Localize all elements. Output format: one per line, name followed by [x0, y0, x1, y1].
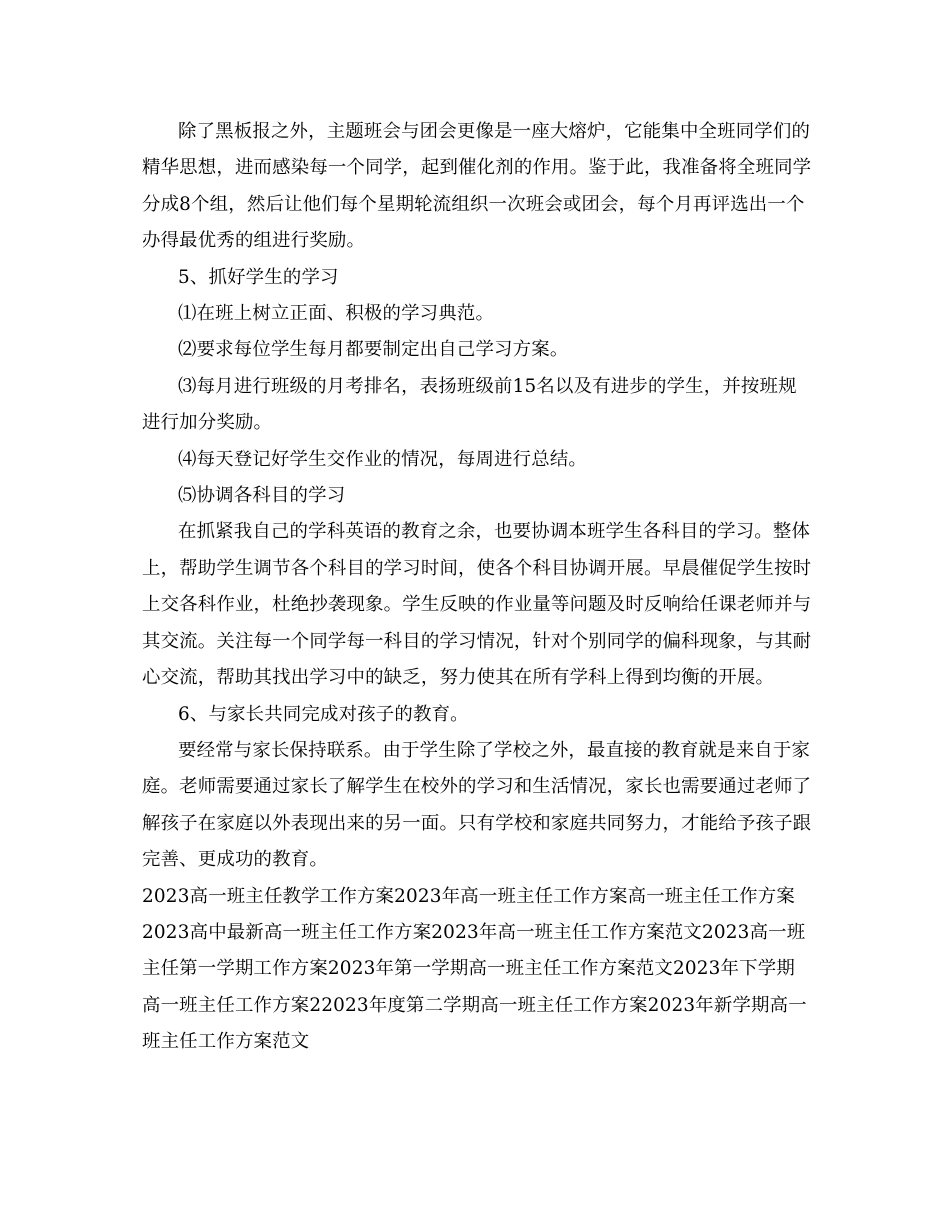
list-item-5: ⑸协调各科目的学习	[178, 485, 346, 507]
section-heading-parents: 6、与家长共同完成对孩子的教育。	[178, 703, 469, 725]
list-item-2: ⑵要求每位学生每月都要制定出自己学习方案。	[178, 339, 569, 361]
list-item-1: ⑴在班上树立正面、积极的学习典范。	[178, 303, 495, 325]
paragraph-blackboard-class-meeting: 除了黑板报之外，主题班会与团会更像是一座大熔炉，它能集中全班同学们的精华思想，进而感染每一个同学，起到催化剂的作用。鉴于此，我准备将全班同学分成8个组，然后让他们每个星期轮流组织一次班会或团会，每个月再评选出一个办得最优秀的组进行奖励。	[142, 121, 812, 252]
list-item-4: ⑷每天登记好学生交作业的情况，每周进行总结。	[178, 448, 587, 470]
paragraph-parents-contact: 要经常与家长保持联系。由于学生除了学校之外，最直接的教育就是来自于家庭。老师需要通过家长了解学生在校外的学习和生活情况，家长也需要通过老师了解孩子在家庭以外表现出来的另一面。只有学校和家庭共同努力，才能给予孩子跟完善、更成功的教育。	[142, 739, 812, 871]
document-body	[142, 114, 812, 1061]
related-articles-text: 2023高一班主任教学工作方案2023年高一班主任工作方案高一班主任工作方案2023高中最新高一班主任工作方案2023年高一班主任工作方案范文2023高一班主任第一学期工作方案2023年第一学期高一班主任工作方案范文2023年下学期高一班主任工作方案22023年度第二学期高一班主任工作方案2023年新学期高一班主任工作方案范文	[142, 885, 807, 1053]
section-heading-study: 5、抓好学生的学习	[178, 266, 339, 288]
list-item-3: ⑶每月进行班级的月考排名，表扬班级前15名以及有进步的学生，并按班规进行加分奖励。	[142, 375, 797, 434]
paragraph-coordinate-subjects: 在抓紧我自己的学科英语的教育之余，也要协调本班学生各科目的学习。整体上，帮助学生调节各个科目的学习时间，使各个科目协调开展。早晨催促学生按时上交各科作业，杜绝抄袭现象。学生反映的作业量等问题及时反响给任课老师并与其交流。关注每一个同学每一科目的学习情况，针对个别同学的偏科现象，与其耐心交流，帮助其找出学习中的缺乏，努力使其在所有学科上得到均衡的开展。	[142, 521, 812, 689]
